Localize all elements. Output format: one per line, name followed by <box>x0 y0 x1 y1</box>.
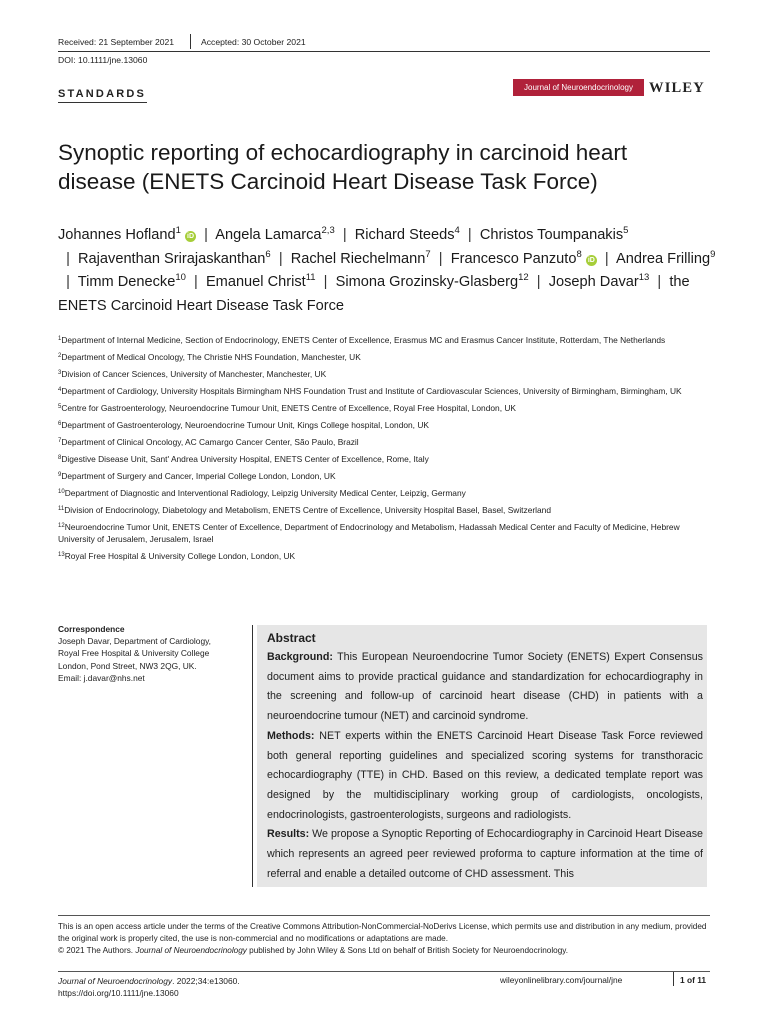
header-divider <box>190 34 191 49</box>
author-separator: | <box>58 274 78 290</box>
affiliation-text: Centre for Gastroenterology, Neuroendocrine Tumour Unit, ENETS Centre of Excellence, Royal Free Hospital, London, UK <box>61 403 516 413</box>
author-name[interactable]: Joseph Davar <box>548 274 639 290</box>
author-affiliation-marker: 10 <box>175 272 186 283</box>
affiliation-text: Neuroendocrine Tumor Unit, ENETS Center of Excellence, Department of Endocrinology and Metabolism, Hadassah Medical Center and Faculty of Medicine, Hebrew University of Jerusalem, Jerusalem, Israel <box>58 522 680 544</box>
author-name[interactable]: Christos Toumpanakis <box>479 227 624 243</box>
abstract-side-rule <box>252 625 253 887</box>
affiliation-text: Department of Clinical Oncology, AC Camargo Cancer Center, São Paulo, Brazil <box>61 437 359 447</box>
affiliation-text: Division of Cancer Sciences, University of Manchester, Manchester, UK <box>61 369 327 379</box>
author-list <box>58 224 718 318</box>
abstract-heading: Abstract <box>267 631 316 645</box>
affiliation-item <box>58 402 710 414</box>
doi[interactable]: DOI: 10.1111/jne.13060 <box>58 55 148 65</box>
author-affiliation-marker: 1 <box>175 225 181 236</box>
author-separator: | <box>196 227 216 243</box>
affiliation-number: 12 <box>58 523 65 529</box>
affiliation-number: 2 <box>58 353 62 359</box>
copyright-journal: Journal of Neuroendocrinology <box>135 946 247 956</box>
affiliation-text: Royal Free Hospital & University College London, London, UK <box>64 551 296 561</box>
affiliation-item <box>58 453 710 465</box>
author-separator: | <box>459 227 480 243</box>
orcid-icon[interactable]: iD <box>587 256 595 264</box>
author-name[interactable]: the ENETS Carcinoid Heart Disease Task Force <box>58 274 690 314</box>
affiliation-item <box>58 368 710 380</box>
received-date: Received: 21 September 2021 <box>58 37 175 47</box>
article-title: Synoptic reporting of echocardiography in carcinoid heart disease (ENETS Carcinoid Heart Disease Task Force) <box>58 140 628 194</box>
publisher-logo[interactable]: WILEY <box>649 80 705 96</box>
correspondence-line: Royal Free Hospital & University College <box>58 648 210 659</box>
author-affiliation-marker: 7 <box>425 248 431 260</box>
affiliation-item <box>58 351 710 363</box>
abstract-text: We propose a Synoptic Reporting of Echocardiography in Carcinoid Heart Disease which represents an agreed peer reviewed proforma to capture information at the time of referral and enable a detailed outcome of CHD assessment. This <box>267 828 703 880</box>
author-name[interactable]: Rajaventhan Srirajaskanthan <box>78 250 266 267</box>
author-separator: | <box>334 227 355 243</box>
author-affiliation-marker: 8 <box>576 248 582 260</box>
affiliation-number: 9 <box>58 472 62 478</box>
affiliation-number: 6 <box>58 421 62 427</box>
affiliation-number: 5 <box>58 404 62 410</box>
author-name[interactable]: Johannes Hofland <box>58 227 176 243</box>
author-affiliation-marker: 4 <box>454 225 460 236</box>
author-name[interactable]: Rachel Riechelmann <box>290 250 426 267</box>
page-number: 1 of 11 <box>680 975 707 985</box>
affiliation-list <box>58 334 710 567</box>
affiliation-text: Digestive Disease Unit, Sant' Andrea University Hospital, ENETS Center of Excellence, Rome, Italy <box>61 454 429 464</box>
license-text: This is an open access article under the terms of the Creative Commons Attribution-NonCommercial-NoDerivs License, which permits use and distribution in any medium, provided the original work is properly cited, the use is non-commercial and no modifications or adaptations are made. <box>58 922 707 944</box>
affiliation-item <box>58 487 710 499</box>
section-label: STANDARDS <box>58 88 147 100</box>
author-name[interactable]: Simona Grozinsky-Glasberg <box>335 274 519 290</box>
affiliation-text: Department of Cardiology, University Hospitals Birmingham NHS Foundation Trust and Institute of Cardiovascular Sciences, University of Birmingham, Birmingham, UK <box>61 386 682 396</box>
affiliation-number: 7 <box>58 438 62 444</box>
abstract-label: Methods: <box>267 729 315 742</box>
affiliation-text: Division of Endocrinology, Diabetology and Metabolism, ENETS Centre of Excellence, University Hospital Basel, Basel, Switzerland <box>64 505 551 515</box>
abstract-background <box>267 648 703 727</box>
author-affiliation-marker: 6 <box>265 248 271 260</box>
footer-divider <box>673 972 674 986</box>
author-separator: | <box>185 274 206 290</box>
author-separator: | <box>270 250 291 267</box>
correspondence <box>58 623 248 684</box>
journal-logo[interactable]: Journal of Neuroendocrinology <box>513 79 644 96</box>
author-name[interactable]: Andrea Frilling <box>616 250 711 267</box>
affiliation-text: Department of Gastroenterology, Neuroendocrine Tumour Unit, Kings College hospital, London, UK <box>61 420 429 430</box>
author-separator: | <box>58 250 79 267</box>
affiliation-item <box>58 504 710 516</box>
affiliation-text: Department of Medical Oncology, The Christie NHS Foundation, Manchester, UK <box>61 352 361 362</box>
author-separator: | <box>528 274 549 290</box>
correspondence-email[interactable]: Email: j.davar@nhs.net <box>58 672 145 683</box>
author-name[interactable]: Francesco Panzuto <box>450 250 577 267</box>
affiliation-number: 10 <box>58 489 65 495</box>
author-affiliation-marker: 5 <box>623 225 629 236</box>
affiliation-item <box>58 419 710 431</box>
header-rule <box>58 51 710 52</box>
author-affiliation-marker: 9 <box>710 248 716 260</box>
journal-site-link[interactable]: wileyonlinelibrary.com/journal/jne <box>500 975 623 985</box>
correspondence-heading: Correspondence <box>58 624 125 634</box>
author-name[interactable]: Angela Lamarca <box>215 227 322 243</box>
affiliation-number: 4 <box>58 387 62 393</box>
author-separator: | <box>315 274 336 290</box>
author-name[interactable]: Emanuel Christ <box>205 274 306 290</box>
affiliation-item <box>58 385 710 397</box>
accepted-date: Accepted: 30 October 2021 <box>201 37 306 47</box>
author-name[interactable]: Timm Denecke <box>77 274 176 290</box>
author-separator: | <box>596 250 617 267</box>
correspondence-line: Joseph Davar, Department of Cardiology, <box>58 636 211 647</box>
section-underline <box>58 102 147 103</box>
correspondence-line: London, Pond Street, NW3 2QG, UK. <box>58 660 197 671</box>
citation-journal: Journal of Neuroendocrinology <box>58 976 173 986</box>
abstract-box <box>257 625 707 887</box>
author-affiliation-marker: 11 <box>305 272 316 283</box>
abstract-results <box>267 825 703 884</box>
copyright-prefix: © 2021 The Authors. <box>58 946 136 956</box>
affiliation-number: 13 <box>58 552 65 558</box>
author-affiliation-marker: 2,3 <box>321 225 335 236</box>
abstract-label: Results: <box>267 828 310 841</box>
affiliation-item <box>58 334 710 346</box>
orcid-icon[interactable]: iD <box>187 233 195 240</box>
copyright-line <box>58 945 710 957</box>
affiliation-number: 1 <box>58 336 62 342</box>
abstract-label: Background: <box>267 651 333 663</box>
affiliation-item <box>58 521 710 545</box>
author-affiliation-marker: 13 <box>638 272 650 283</box>
license-notice <box>58 921 710 958</box>
footer-rule <box>58 971 710 972</box>
abstract-methods <box>267 727 703 826</box>
affiliation-number: 8 <box>58 455 62 461</box>
license-rule <box>58 915 710 916</box>
abstract-text: This European Neuroendocrine Tumor Society (ENETS) Expert Consensus document aims to provide practical guidance and standardization for echocardiography in the screening and follow-up of carcinoid heart disease (CHD) in patients with a neuroendocrine tumour (NET) and carcinoid syndrome. <box>267 651 703 723</box>
doi-link[interactable]: https://doi.org/10.1111/jne.13060 <box>58 988 179 999</box>
affiliation-text: Department of Internal Medicine, Section of Endocrinology, ENETS Center of Excellence, Erasmus MC and Erasmus Cancer Institute, Rotterdam, The Netherlands <box>61 335 666 345</box>
affiliation-number: 3 <box>58 370 62 376</box>
affiliation-item <box>58 550 710 562</box>
citation-volume: . 2022;34:e13060. <box>172 976 240 986</box>
affiliation-item <box>58 470 710 482</box>
copyright-suffix: published by John Wiley & Sons Ltd on behalf of British Society for Neuroendocrinology. <box>246 946 569 956</box>
affiliation-text: Department of Surgery and Cancer, Imperial College London, London, UK <box>61 471 336 481</box>
affiliation-item <box>58 436 710 448</box>
citation <box>58 975 240 999</box>
author-separator: | <box>649 274 670 290</box>
affiliation-number: 11 <box>58 506 65 512</box>
author-separator: | <box>430 250 451 267</box>
author-affiliation-marker: 12 <box>518 272 529 283</box>
affiliation-text: Department of Diagnostic and Interventional Radiology, Leipzig University Medical Center, Leipzig, Germany <box>64 488 466 498</box>
abstract-text: NET experts within the ENETS Carcinoid Heart Disease Task Force reviewed both general reporting guidelines and specialized scoring systems for transthoracic echocardiography (TTE) in CHD. Based on this review, a dedicated template report was designed by the multidisciplinary working group of cardiologists, oncologists, endocrinologists, gastroenterologists, surgeons and radiologists. <box>267 729 703 821</box>
author-name[interactable]: Richard Steeds <box>354 227 455 243</box>
